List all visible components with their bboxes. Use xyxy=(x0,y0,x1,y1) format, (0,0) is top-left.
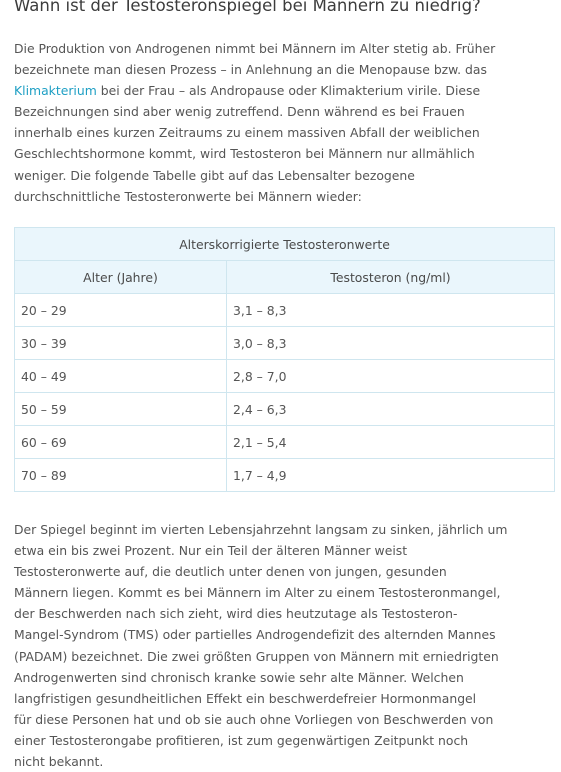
table-cell-value: 1,7 – 4,9 xyxy=(227,459,555,492)
paragraph-line: Androgenwerten sind chronisch kranke sowie sehr alte Männer. Welchen xyxy=(14,669,464,685)
paragraph-line: einer Testosterongabe profitieren, ist zum gegenwärtigen Zeitpunkt noch xyxy=(14,732,469,748)
paragraph-line: (PADAM) bezeichnet. Die zwei größten Gruppen von Männern mit erniedrigten xyxy=(14,648,499,664)
paragraph-line: Mangel-Syndrom (TMS) oder partielles Androgendefizit des alternden Mannes xyxy=(14,627,496,643)
table-row xyxy=(15,360,555,393)
paragraph-line xyxy=(14,80,561,101)
column-header-testosterone: Testosteron (ng/ml) xyxy=(227,261,555,294)
table-row xyxy=(15,393,555,426)
paragraph-line: innerhalb eines kurzen Zeitraums zu einem massiven Abfall der weiblichen xyxy=(14,125,480,141)
table-caption: Alterskorrigierte Testosteronwerte xyxy=(15,228,555,261)
table-cell-age: 20 – 29 xyxy=(15,294,227,327)
table-row xyxy=(15,459,555,492)
table-cell-age: 70 – 89 xyxy=(15,459,227,492)
klimakterium-link[interactable]: Klimakterium xyxy=(14,83,97,99)
paragraph-line: weniger. Die folgende Tabelle gibt auf das Lebensalter bezogene xyxy=(14,167,415,183)
article-heading: Wann ist der Testosteronspiegel bei Männern zu niedrig? xyxy=(14,0,481,15)
paragraph-line: langfristigen gesundheitlichen Effekt ein beschwerdefreier Hormonmangel xyxy=(14,690,477,706)
paragraph-line: Geschlechtshormone kommt, wird Testosteron bei Männern nur allmählich xyxy=(14,146,475,162)
table-cell-value: 3,1 – 8,3 xyxy=(227,294,555,327)
table-row xyxy=(15,426,555,459)
table-cell-age: 50 – 59 xyxy=(15,393,227,426)
table-cell-age: 30 – 39 xyxy=(15,327,227,360)
intro-paragraph xyxy=(14,38,561,207)
paragraph-line: Bezeichnungen sind aber wenig zutreffend. Denn während es bei Frauen xyxy=(14,104,465,120)
paragraph-line: Der Spiegel beginnt im vierten Lebensjahrzehnt langsam zu sinken, jährlich um xyxy=(14,522,508,537)
table-cell-value: 2,8 – 7,0 xyxy=(227,360,555,393)
table-cell-age: 60 – 69 xyxy=(15,426,227,459)
paragraph-line: bezeichnete man diesen Prozess – in Anlehnung an die Menopause bzw. das xyxy=(14,62,487,78)
table-row xyxy=(15,294,555,327)
paragraph-text: bei der Frau – als Andropause oder Klimakterium virile. Diese xyxy=(96,83,481,99)
paragraph-line: durchschnittliche Testosteronwerte bei Männern wieder: xyxy=(14,188,362,204)
outro-paragraph xyxy=(14,519,561,772)
testosterone-table xyxy=(14,227,555,492)
table-row xyxy=(15,327,555,360)
paragraph-line: nicht bekannt. xyxy=(14,754,104,770)
table-cell-value: 2,1 – 5,4 xyxy=(227,426,555,459)
table-cell-value: 3,0 – 8,3 xyxy=(227,327,555,360)
paragraph-line: Die Produktion von Androgenen nimmt bei Männern im Alter stetig ab. Früher xyxy=(14,41,496,56)
paragraph-line: der Beschwerden nach sich zieht, wird dies heutzutage als Testosteron- xyxy=(14,606,458,622)
paragraph-line: Testosteronwerte auf, die deutlich unter denen von jungen, gesunden xyxy=(14,564,447,580)
paragraph-line: Männern liegen. Kommt es bei Männern im Alter zu einem Testosteronmangel, xyxy=(14,585,501,601)
table-cell-value: 2,4 – 6,3 xyxy=(227,393,555,426)
paragraph-line: für diese Personen hat und ob sie auch ohne Vorliegen von Beschwerden von xyxy=(14,711,494,727)
paragraph-line: etwa ein bis zwei Prozent. Nur ein Teil der älteren Männer weist xyxy=(14,543,408,559)
table-cell-age: 40 – 49 xyxy=(15,360,227,393)
column-header-age: Alter (Jahre) xyxy=(15,261,227,294)
